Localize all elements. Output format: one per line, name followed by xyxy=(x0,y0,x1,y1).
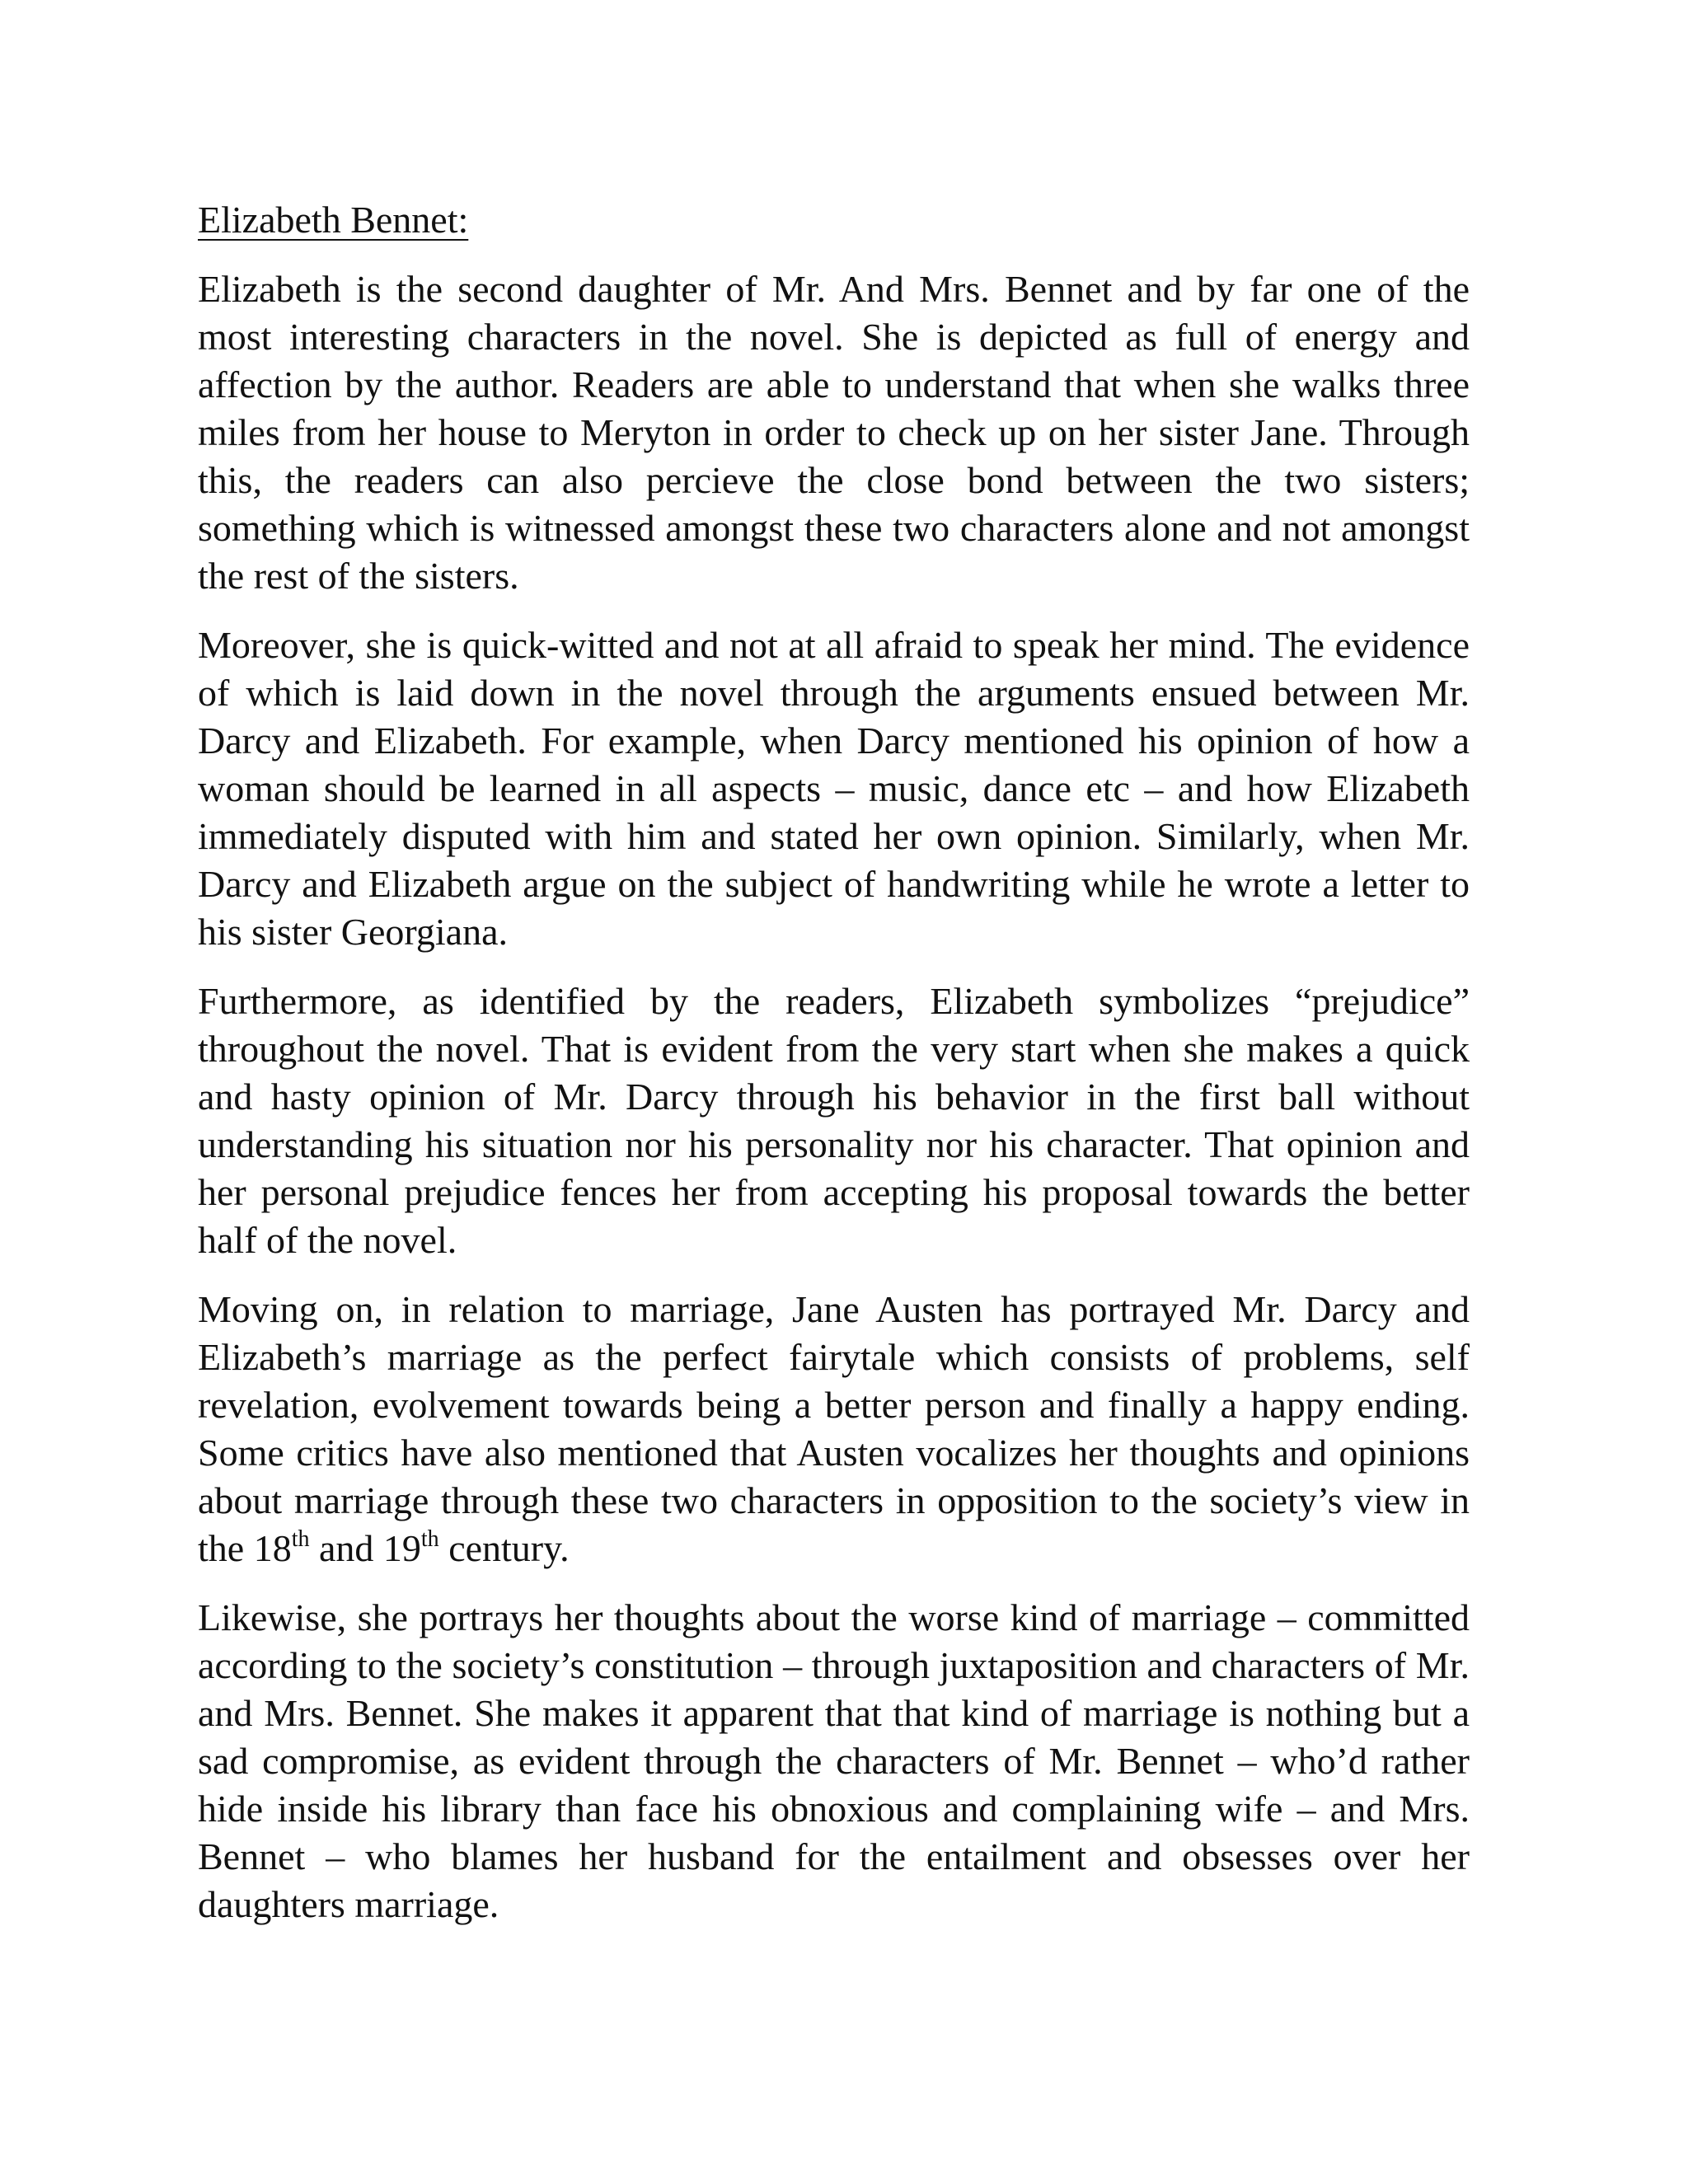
paragraph-1: Elizabeth is the second daughter of Mr. And Mrs. Bennet and by far one of the most interesting characters in the novel. She is depicted as full of energy and affection by the author. Readers are able to understand that when she walks three miles from her house to Meryton in order to check up on her sister Jane. Through this, the readers can also percieve the close bond between the two sisters; something which is witnessed amongst these two characters alone and not amongst the rest of the sisters. xyxy=(198,268,1470,597)
ordinal-suffix-19: th xyxy=(420,1526,439,1552)
document-body xyxy=(198,196,1470,1950)
paragraph-4-main: Moving on, in relation to marriage, Jane Austen has portrayed Mr. Darcy and Elizabeth’s marriage as the perfect fairytale which consists of problems, self revelation, evolvement towards being a better person and finally a happy ending. Some critics have also mentioned that Austen vocalizes her thoughts and opinions about marriage through these two characters in opposition to the society’s view in the 18 xyxy=(198,1288,1470,1569)
ordinal-suffix-18: th xyxy=(291,1526,310,1552)
paragraph-4-mid: and 19 xyxy=(309,1527,421,1569)
paragraph-2: Moreover, she is quick-witted and not at all afraid to speak her mind. The evidence of which is laid down in the novel through the arguments ensued between Mr. Darcy and Elizabeth. For example, when Darcy mentioned his opinion of how a woman should be learned in all aspects – music, dance etc – and how Elizabeth immediately disputed with him and stated her own opinion. Similarly, when Mr. Darcy and Elizabeth argue on the subject of handwriting while he wrote a letter to his sister Georgiana. xyxy=(198,624,1470,953)
section-heading: Elizabeth Bennet: xyxy=(198,199,469,241)
paragraph-5: Likewise, she portrays her thoughts about the worse kind of marriage – committed according to the society’s constitution – through juxtaposition and characters of Mr. and Mrs. Bennet. She makes it apparent that that kind of marriage is nothing but a sad compromise, as evident through the characters of Mr. Bennet – who’d rather hide inside his library than face his obnoxious and complaining wife – and Mrs. Bennet – who blames her husband for the entailment and obsesses over her daughters marriage. xyxy=(198,1596,1470,1925)
paragraph-3: Furthermore, as identified by the readers, Elizabeth symbolizes “prejudice” throughout the novel. That is evident from the very start when she makes a quick and hasty opinion of Mr. Darcy through his behavior in the first ball without understanding his situation nor his personality nor his character. That opinion and her personal prejudice fences her from accepting his proposal towards the better half of the novel. xyxy=(198,980,1470,1261)
paragraph-4 xyxy=(198,1286,1470,1572)
paragraph-4-end: century. xyxy=(438,1527,570,1569)
